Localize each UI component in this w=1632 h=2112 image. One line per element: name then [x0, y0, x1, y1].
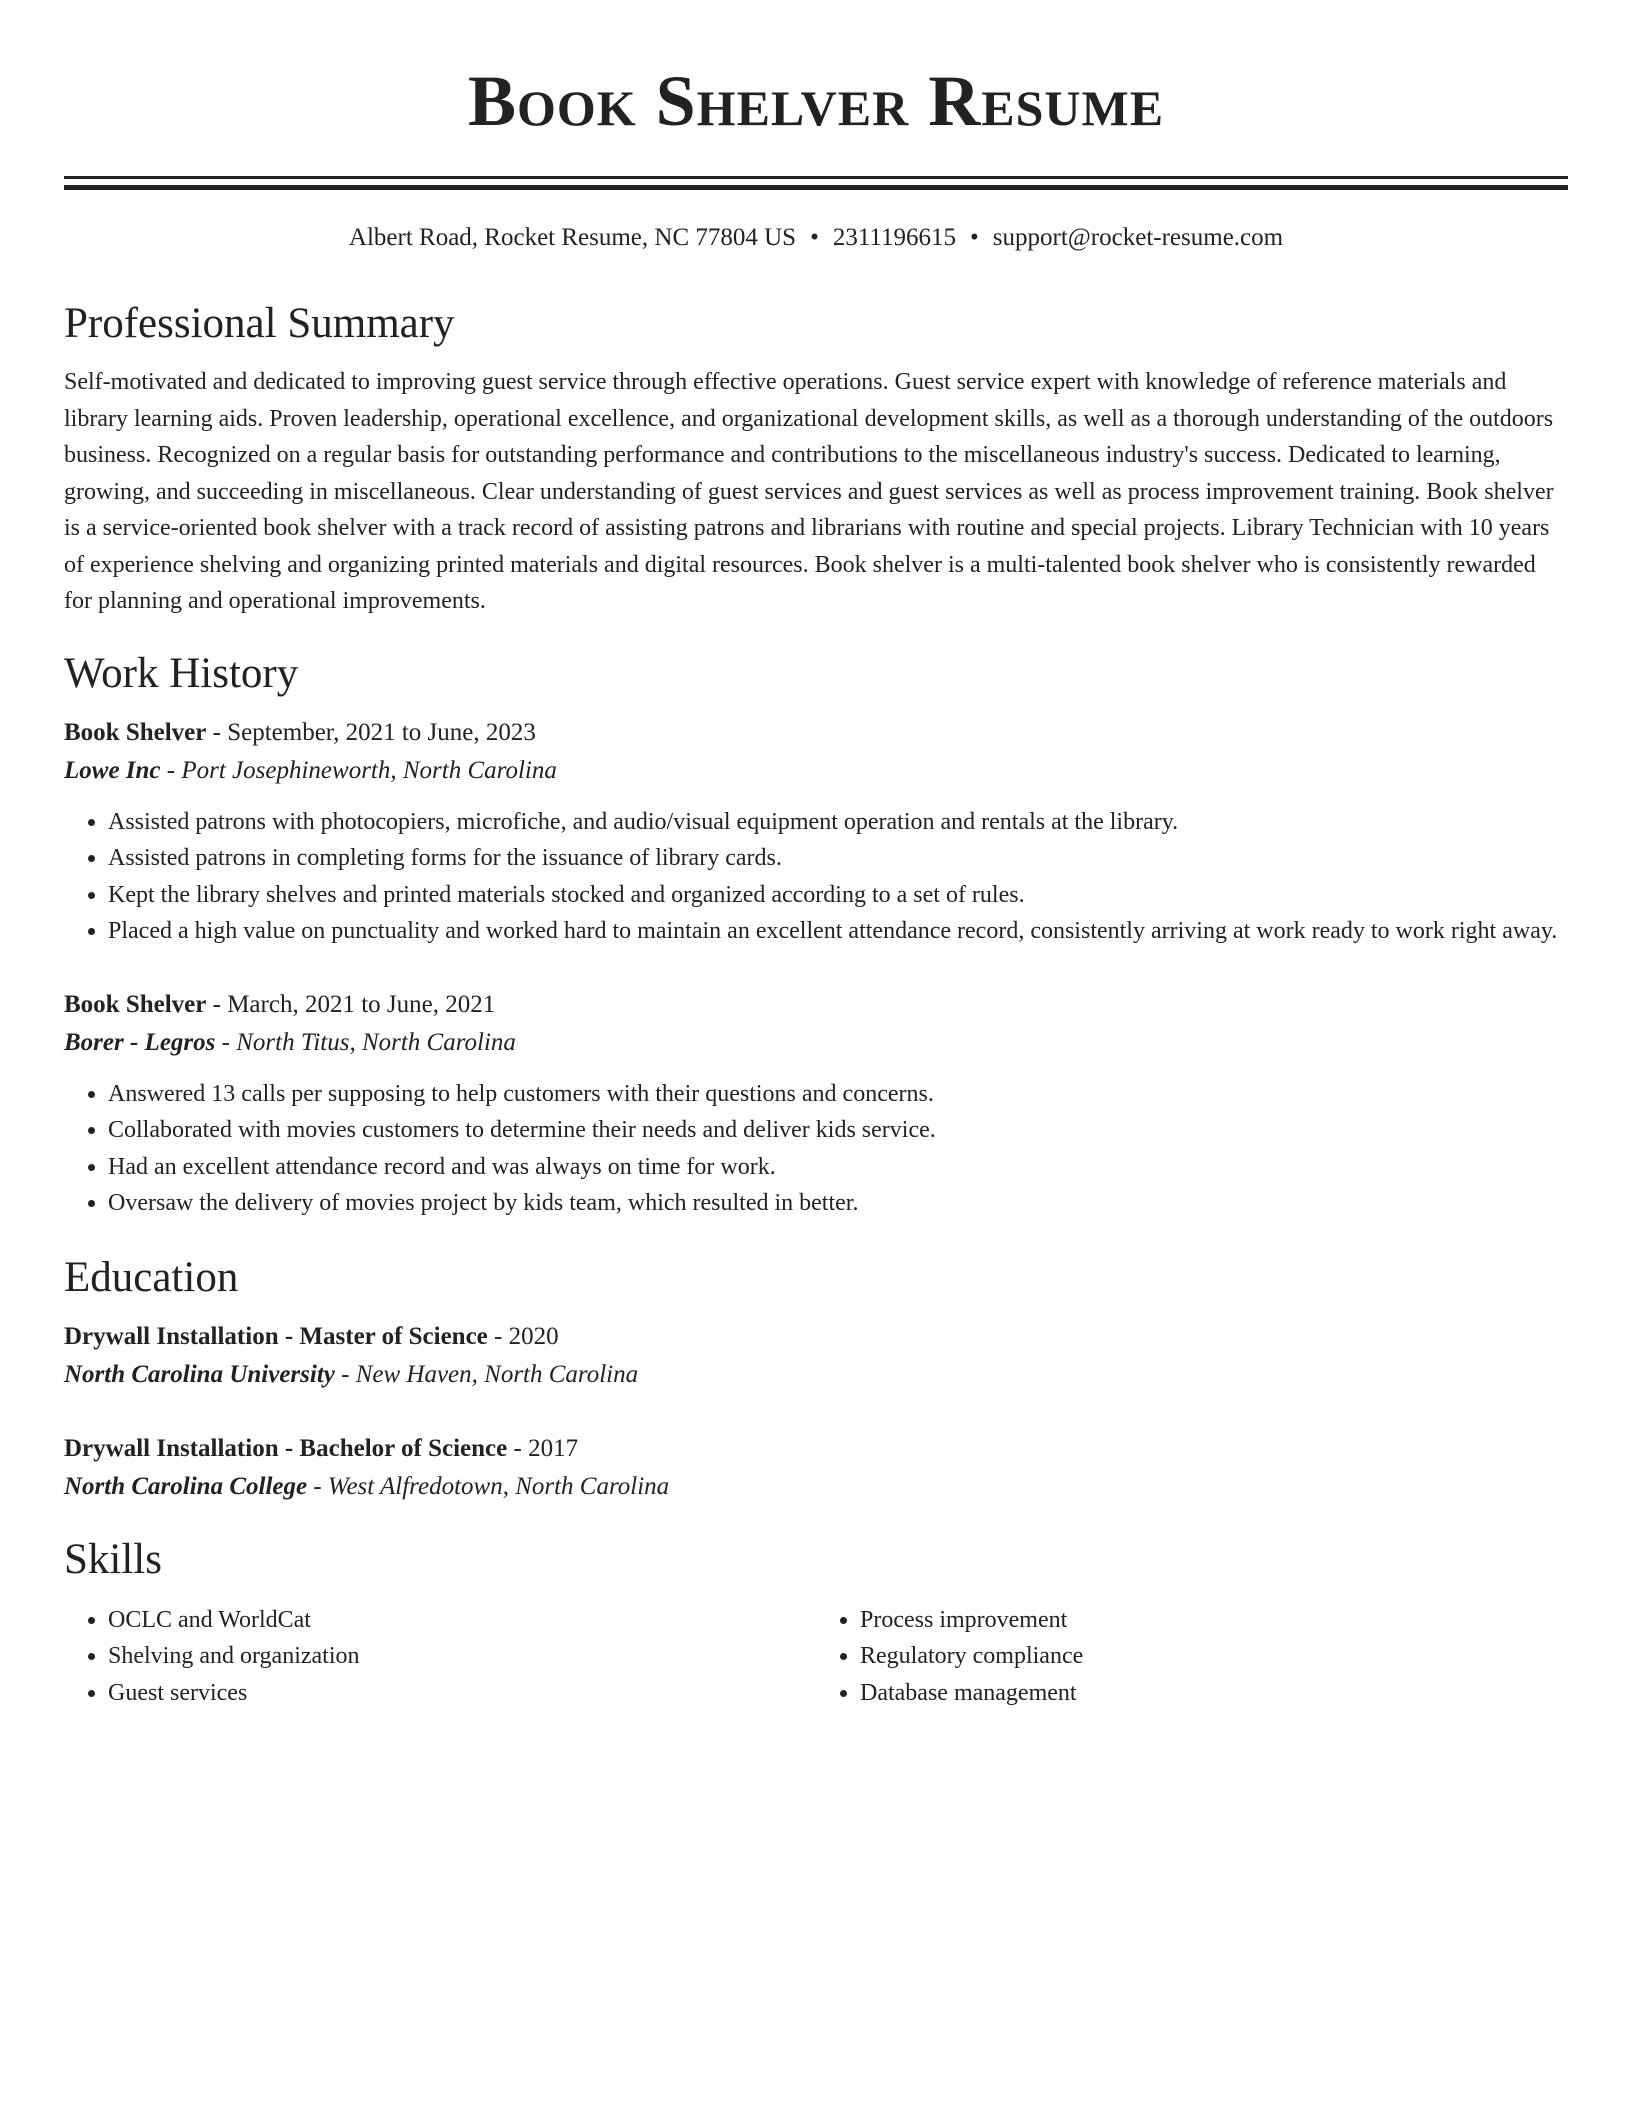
contact-email: support@rocket-resume.com	[992, 224, 1284, 251]
education-heading: Education	[64, 1253, 239, 1301]
contact-phone: 2311196615	[832, 224, 957, 251]
list-item: • Placed a high value on punctuality and worked hard to maintain an excellent attendance record, consistently arriving at work ready to work right away.	[108, 913, 1568, 950]
education-school-line	[64, 1468, 1568, 1506]
job-dates: - March, 2021 to June, 2021	[206, 990, 496, 1018]
education-location: - West Alfredotown, North Carolina	[307, 1472, 670, 1500]
education-location: - New Haven, North Carolina	[334, 1360, 639, 1388]
job-heading	[64, 986, 1568, 1024]
list-item: • Oversaw the delivery of movies project by kids team, which resulted in better.	[108, 1185, 1568, 1222]
education-degree: Drywall Installation - Bachelor of Science	[64, 1434, 508, 1462]
summary-heading: Professional Summary	[64, 300, 455, 347]
contact-line	[64, 220, 1568, 256]
work-history-heading: Work History	[64, 649, 299, 697]
list-item: • Had an excellent attendance record and was always on time for work.	[108, 1149, 1568, 1186]
list-item: • Answered 13 calls per supposing to help customers with their questions and concerns.	[108, 1076, 1568, 1113]
job-location: - North Titus, North Carolina	[215, 1028, 516, 1056]
skills-heading: Skills	[64, 1535, 162, 1583]
title-divider-bottom	[64, 185, 1568, 190]
education-entry	[64, 1430, 1568, 1506]
contact-separator: •	[810, 224, 819, 251]
summary-text: Self-motivated and dedicated to improving guest service through effective operations. Guest service expert with knowledge of reference materials and library learning aids. Proven leadership, operational excellence, and organizational development skills, as well as a thorough understanding of the outdoors business. Recognized on a regular basis for outstanding performance and contributions to the miscellaneous industry's success. Dedicated to learning, growing, and succeeding in miscellaneous. Clear understanding of guest services and guest services as well as process improvement training. Book shelver is a service-oriented book shelver with a track record of assisting patrons and librarians with routine and special projects. Library Technician with 10 years of experience shelving and organizing printed materials and digital resources. Book shelver is a multi-talented book shelver who is consistently rewarded for planning and operational improvements.	[64, 369, 1554, 614]
education-school-line	[64, 1356, 1568, 1394]
job-company: Borer - Legros	[64, 1028, 216, 1056]
list-item: • Collaborated with movies customers to determine their needs and deliver kids service.	[108, 1112, 1568, 1149]
job-title: Book Shelver	[64, 990, 207, 1018]
job-duties-list	[64, 804, 1568, 950]
job-employer	[64, 752, 1568, 790]
job-entry	[64, 986, 1568, 1222]
education-school: North Carolina University	[64, 1360, 335, 1388]
skill-item: • Process improvement	[860, 1602, 1568, 1639]
education-year: - 2017	[507, 1434, 579, 1462]
education-school: North Carolina College	[64, 1472, 308, 1500]
job-dates: - September, 2021 to June, 2023	[206, 718, 536, 746]
contact-separator: •	[970, 224, 979, 251]
list-item: • Kept the library shelves and printed materials stocked and organized according to a set of rules.	[108, 877, 1568, 914]
skills-columns	[64, 1602, 1568, 1712]
education-degree: Drywall Installation - Master of Science	[64, 1322, 488, 1350]
job-location: - Port Josephineworth, North Carolina	[160, 756, 557, 784]
skill-item: • OCLC and WorldCat	[108, 1602, 816, 1639]
skill-item: • Shelving and organization	[108, 1638, 816, 1675]
contact-address: Albert Road, Rocket Resume, NC 77804 US	[348, 224, 797, 251]
skill-item: • Regulatory compliance	[860, 1638, 1568, 1675]
job-title: Book Shelver	[64, 718, 207, 746]
list-item: • Assisted patrons in completing forms for the issuance of library cards.	[108, 840, 1568, 877]
skills-list-left	[64, 1602, 816, 1712]
title-divider-top	[64, 176, 1568, 179]
resume-title: Book Shelver Resume	[467, 61, 1165, 141]
education-year: - 2020	[487, 1322, 559, 1350]
job-company: Lowe Inc	[64, 756, 161, 784]
education-degree-line	[64, 1318, 1568, 1356]
list-item: • Assisted patrons with photocopiers, microfiche, and audio/visual equipment operation and rentals at the library.	[108, 804, 1568, 841]
education-entry	[64, 1318, 1568, 1394]
job-heading	[64, 714, 1568, 752]
job-entry	[64, 714, 1568, 950]
skill-item: • Guest services	[108, 1675, 816, 1712]
job-duties-list	[64, 1076, 1568, 1222]
skills-list-right	[816, 1602, 1568, 1712]
job-employer	[64, 1024, 1568, 1062]
skill-item: • Database management	[860, 1675, 1568, 1712]
education-degree-line	[64, 1430, 1568, 1468]
